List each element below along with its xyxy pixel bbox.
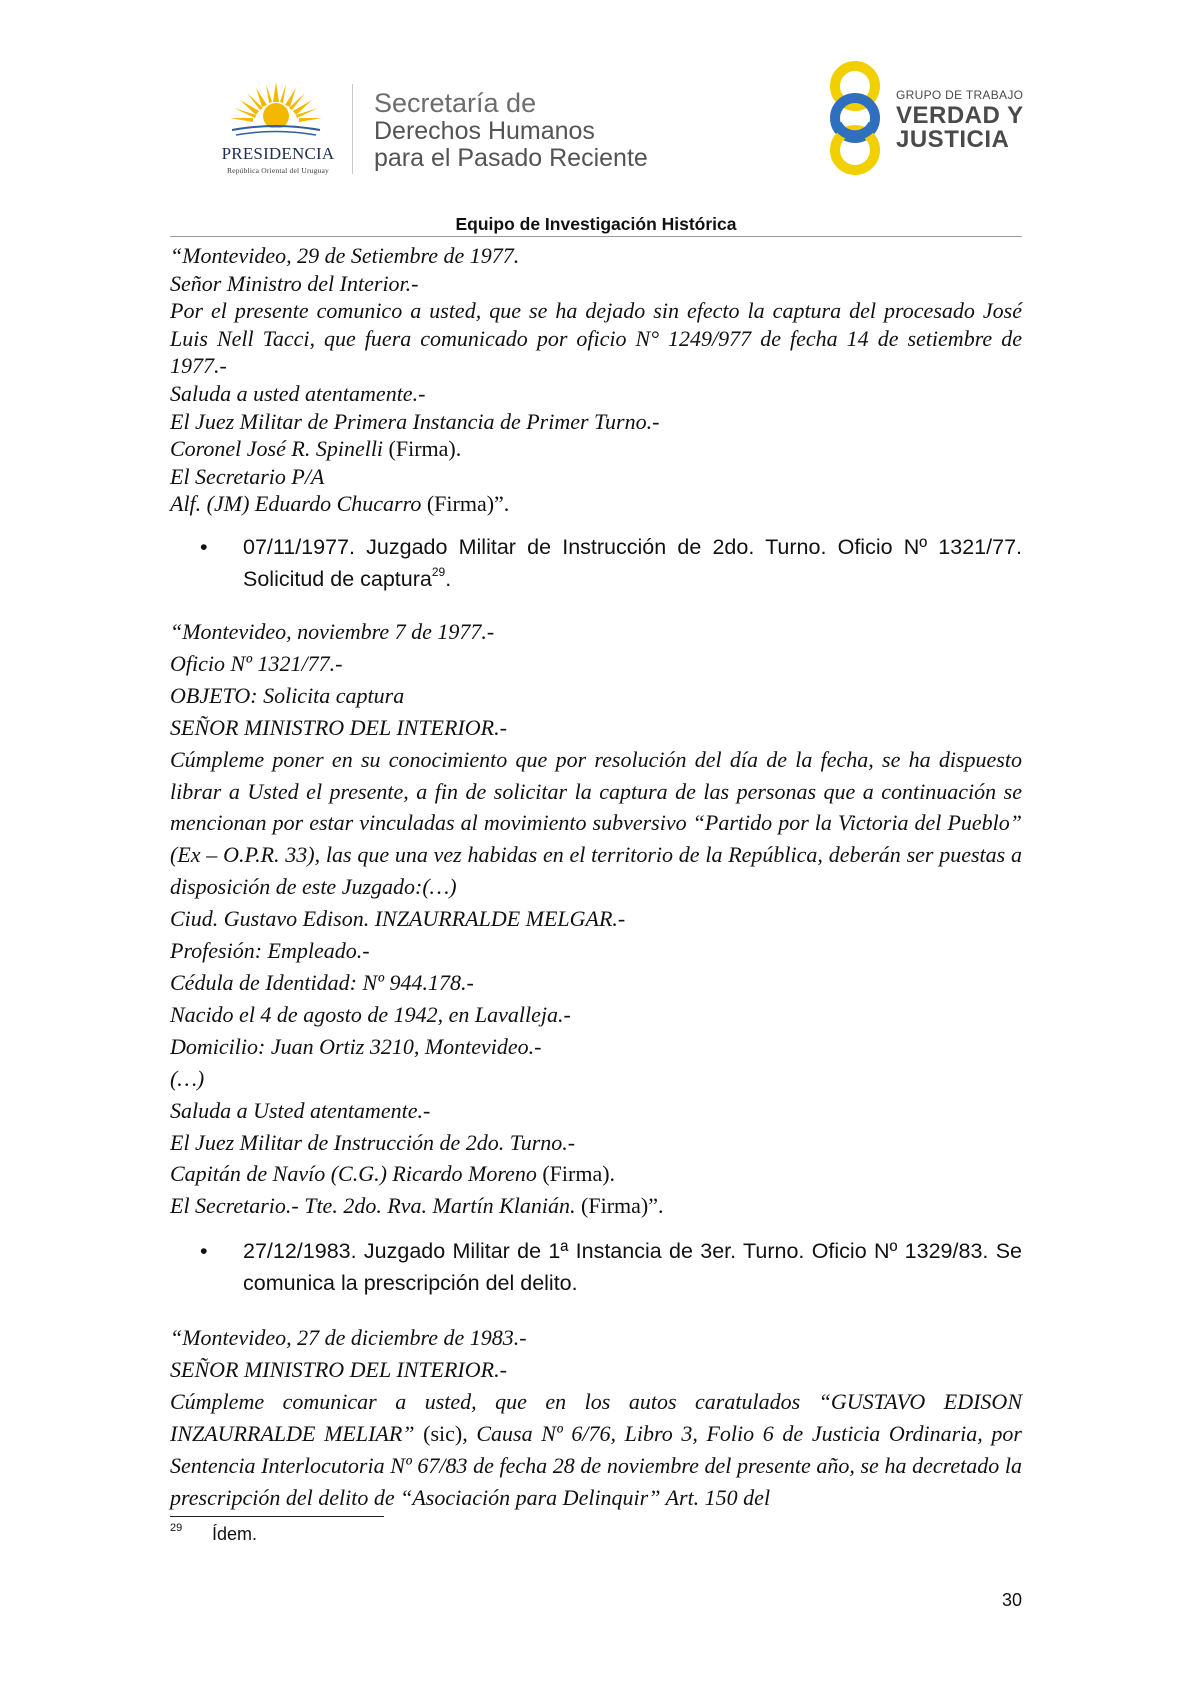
footnote-text: Ídem. (212, 1524, 258, 1544)
page-number: 30 (1001, 1590, 1022, 1610)
quote-line: Ciud. Gustavo Edison. INZAURRALDE MELGAR.- (170, 906, 626, 932)
presidencia-wordmark: PRESIDENCIA (221, 144, 335, 163)
quote-line: “Montevideo, 27 de diciembre de 1983.- (170, 1325, 527, 1350)
bullet-item-1977-11-07 (200, 531, 1022, 595)
signature-line (170, 1158, 1022, 1190)
signature-line (170, 435, 1022, 463)
linked-rings-icon (820, 58, 890, 178)
bullet-item-1983-12-27 (200, 1235, 1022, 1299)
quote-text: Cúmpleme comunicar a usted, que en los autos caratulados “GUSTAVO EDISON INZAURRALDE MELIAR” (170, 1388, 1022, 1446)
team-title: Equipo de Investigación Histórica (455, 214, 737, 234)
quote-line: SEÑOR MINISTRO DEL INTERIOR.- (170, 714, 507, 740)
bullet-text: 07/11/1977. Juzgado Militar de Instrucción de 2do. Turno. Oficio Nº 1321/77. Solicitud de captura (243, 535, 1022, 591)
signature-line (170, 490, 1022, 518)
presidencia-subtitle: República Oriental del Uruguay (226, 166, 329, 175)
quote-text: , Causa Nº 6/76, Libro 3, Folio 6 de Justicia Ordinaria, por Sentencia Interlocutoria Nº 67/83 de fecha 28 de noviembre del presente año, se ha decretado la prescripción del delito de “Asociación para Delinquir” Art. 150 del (170, 1420, 1022, 1510)
quote-line: Saluda a usted atentamente.- (170, 380, 426, 406)
quote-line: El Juez Militar de Instrucción de 2do. Turno.- (170, 1129, 576, 1155)
quote-line: Saluda a Usted atentamente.- (170, 1097, 431, 1123)
secretaria-line-2: Derechos Humanos (374, 117, 595, 145)
quote-paragraph: Cúmpleme poner en su conocimiento que por resolución del día de la fecha, se ha dispuesto librar a Usted el presente, a fin de solicitar la captura de las personas que a continuación se mencionan por estar vinculadas al movimiento subversivo “Partido por la Victoria del Pueblo” (Ex – O.P.R. 33), las que una vez habidas en el territorio de la República, deberán ser puestas a disposición de este Juzgado:(…) (170, 746, 1022, 900)
secretaria-logo-text (374, 88, 648, 172)
quote-line: Profesión: Empleado.- (170, 938, 370, 964)
sic-note: (sic) (414, 1420, 463, 1446)
quote-1977-09-29 (170, 242, 1022, 518)
signature-note: (Firma). (383, 436, 462, 462)
footnote-number: 29 (170, 1522, 183, 1534)
footnote-divider (170, 1516, 384, 1517)
logo-divider (352, 84, 353, 174)
quote-line: “Montevideo, noviembre 7 de 1977.- (170, 619, 495, 644)
signature-note: (Firma)”. (421, 491, 510, 517)
quote-line: OBJETO: Solicita captura (170, 682, 405, 708)
header-divider (170, 236, 1022, 237)
signature-note: (Firma)”. (575, 1193, 664, 1219)
quote-1983-12-27 (170, 1322, 1022, 1513)
signature-line (170, 1190, 1022, 1222)
signature-name: Capitán de Navío (C.G.) Ricardo Moreno (170, 1161, 537, 1187)
vj-title-line-1: VERDAD Y (896, 102, 1024, 129)
quote-line: Nacido el 4 de agosto de 1942, en Lavalleja.- (170, 1001, 571, 1027)
secretaria-line-3: para el Pasado Reciente (374, 144, 648, 172)
vj-title-line-2: JUSTICIA (896, 126, 1010, 153)
quote-line: Domicilio: Juan Ortiz 3210, Montevideo.- (170, 1033, 542, 1059)
sun-emblem-icon (226, 80, 326, 144)
quote-paragraph (170, 1386, 1022, 1514)
secretaria-line-1: Secretaría de (374, 88, 537, 118)
quote-line: El Secretario P/A (170, 463, 325, 489)
bullet-icon: • (200, 535, 208, 559)
signature-name: El Secretario.- Tte. 2do. Rva. Martín Klanián. (170, 1193, 576, 1219)
presidencia-logo (198, 80, 358, 180)
quote-line: SEÑOR MINISTRO DEL INTERIOR.- (170, 1356, 507, 1382)
quote-1977-11-07 (170, 616, 1022, 1222)
quote-line: “Montevideo, 29 de Setiembre de 1977. (170, 243, 520, 268)
bullet-text: 27/12/1983. Juzgado Militar de 1ª Instancia de 3er. Turno. Oficio Nº 1329/83. Se comunica la prescripción del delito. (243, 1239, 1022, 1295)
quote-line: Cédula de Identidad: Nº 944.178.- (170, 969, 474, 995)
signature-note: (Firma). (536, 1161, 616, 1187)
bullet-icon: • (200, 1239, 208, 1263)
signature-name: Alf. (JM) Eduardo Chucarro (170, 491, 422, 517)
quote-line: Oficio Nº 1321/77.- (170, 650, 343, 676)
quote-line: (…) (170, 1065, 205, 1091)
quote-line: El Juez Militar de Primera Instancia de Primer Turno.- (170, 408, 660, 434)
signature-name: Coronel José R. Spinelli (170, 436, 384, 462)
footnote-ref[interactable]: 29 (431, 565, 446, 579)
bullet-end: . (445, 567, 452, 591)
quote-paragraph: Por el presente comunico a usted, que se ha dejado sin efecto la captura del procesado José Luis Nell Tacci, que fuera comunicado por oficio N° 1249/977 de fecha 14 de setiembre de 1977.- (170, 298, 1022, 379)
quote-line: Señor Ministro del Interior.- (170, 270, 419, 296)
vj-subtitle: GRUPO DE TRABAJO (896, 88, 1024, 102)
verdad-justicia-logo (820, 58, 1024, 178)
